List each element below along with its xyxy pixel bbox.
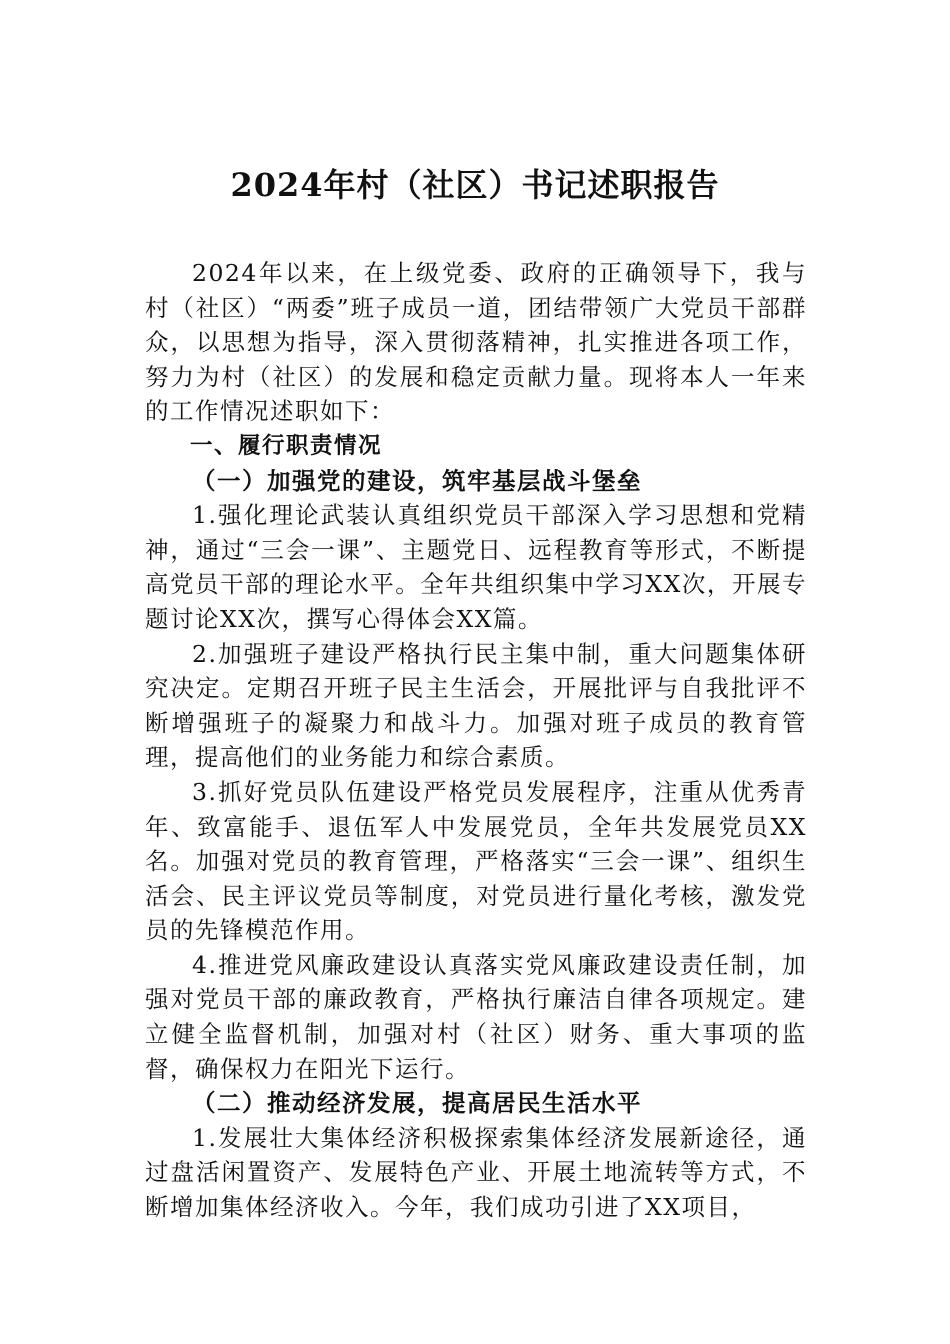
- list-item-paragraph: [145, 637, 807, 775]
- section-heading: 一、履行职责情况: [190, 432, 383, 459]
- intro-paragraph: 2024年以来，在上级党委、政府的正确领导下，我与村（社区）“两委”班子成员一道，团结带领广大党员干部群众，以思想为指导，深入贯彻落精神，扎实推进各项工作，努力为村（社区）的发展和稳定贡献力量。现将本人一年来的工作情况述职如下：: [145, 259, 807, 426]
- subsection-heading: （一）加强党的建设，筑牢基层战斗堡垒: [192, 466, 642, 495]
- subsection-heading: （二）推动经济发展，提高居民生活水平: [192, 1089, 642, 1118]
- list-item-paragraph: [145, 1121, 807, 1225]
- item-lead: 4.推进党风廉政建设: [192, 950, 424, 979]
- list-item-paragraph: [145, 948, 807, 1086]
- item-lead: 3.抓好党员队伍建设: [192, 777, 424, 806]
- item-lead: 2.加强班子建设: [192, 639, 372, 668]
- item-text: 认真组织党员干部深入学习思想和党精神，通过“三会一课”、主题党日、远程教育等形式，不断提高党员干部的理论水平。全年共组织集中学习XX次，开展专题讨论XX次，撰写心得体会XX篇。: [145, 501, 808, 633]
- item-text: 积极探索集体经济发展新途径，通过盘活闲置资产、发展特色产业、开展土地流转等方式，不断增加集体经济收入。今年，我们成功引进了XX项目，: [145, 1123, 808, 1222]
- item-lead: 1.发展壮大集体经济: [192, 1123, 424, 1152]
- document-body: [145, 256, 807, 1225]
- item-text: 严格党员发展程序，注重从优秀青年、致富能手、退伍军人中发展党员，全年共发展党员XX名。加强对党员的教育管理，严格落实“三会一课”、组织生活会、民主评议党员等制度，对党员进行量化考核，激发党员的先锋模范作用。: [145, 777, 808, 945]
- list-item-paragraph: [145, 498, 807, 636]
- item-text: 严格执行民主集中制，重大问题集体研究决定。定期召开班子民主生活会，开展批评与自我批评不断增强班子的凝聚力和战斗力。加强对班子成员的教育管理，提高他们的业务能力和综合素质。: [145, 639, 808, 772]
- item-lead: 1.强化理论武装: [192, 501, 372, 530]
- document-title: 2024年村（社区）书记述职报告: [230, 166, 720, 204]
- item-text: 认真落实党风廉政建设责任制，加强对党员干部的廉政教育，严格执行廉洁自律各项规定。建立健全监督机制，加强对村（社区）财务、重大事项的监督，确保权力在阳光下运行。: [145, 950, 808, 1083]
- list-item-paragraph: [145, 775, 807, 948]
